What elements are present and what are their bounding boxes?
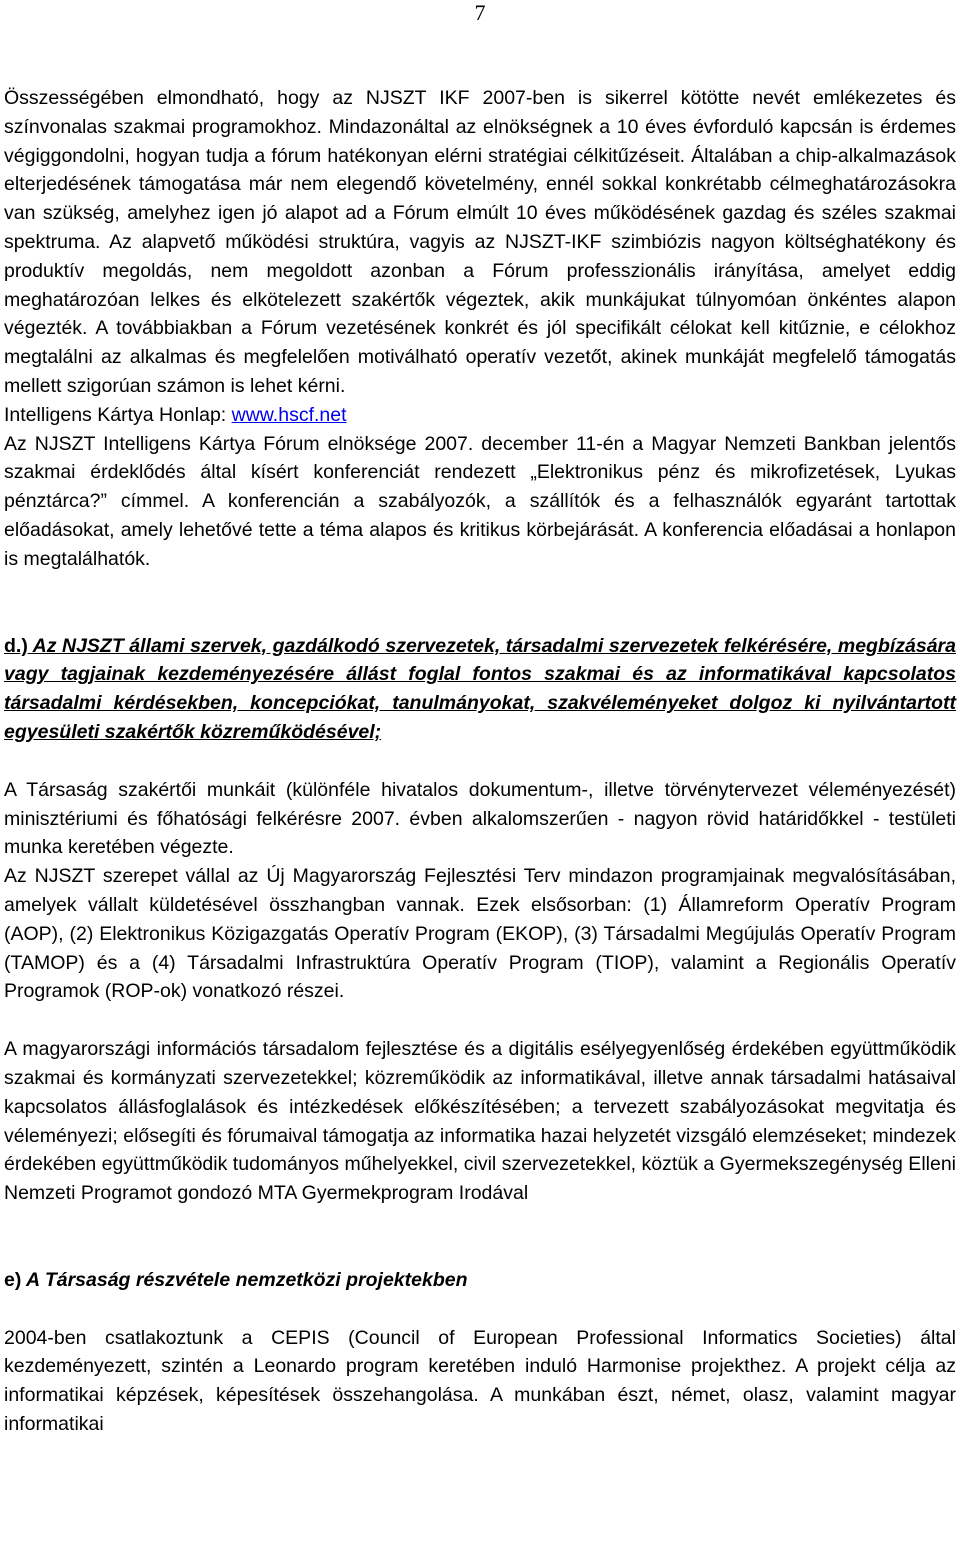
page-number: 7: [474, 0, 486, 25]
document-body: [4, 84, 956, 1439]
section-e-letter: e): [4, 1268, 22, 1291]
spacer: [4, 1208, 956, 1237]
spacer: [4, 1295, 956, 1324]
paragraph-development-plan: Az NJSZT szerepet vállal az Új Magyarország Fejlesztési Terv mindazon programjainak megvalósításában, amelyek vállalt küldetésével összhangban vannak. Ezek elsősorban: (1) Államreform Operatív Program (AOP), (2) Elektronikus Közigazgatás Operatív Program (EKOP), (3) Társadalmi Megújulás Operatív Program (TAMOP) és a (4) Társadalmi Infrastruktúra Operatív Program (TIOP), valamint a Regionális Operatív Programok (ROP-ok) vonatkozó részei.: [4, 865, 956, 1003]
paragraph-conference: Az NJSZT Intelligens Kártya Fórum elnöksége 2007. december 11-én a Magyar Nemzeti Bankban jelentős szakmai érdeklődés által kísért konferenciát rendezett „Elektronikus pénz és mikrofizetések, Lyukas pénztárca?” címmel. A konferencián a szabályozók, a szállítók és a felhasználók egyaránt tartottak előadásokat, amely lehetővé tette a téma alapos és kritikus körbejárását. A konferencia előadásai a honlapon is megtalálhatók.: [4, 432, 956, 570]
homepage-label: Intelligens Kártya Honlap:: [4, 403, 232, 426]
paragraph-expert-work: A Társaság szakértői munkáit (különféle hivatalos dokumentum-, illetve törvénytervezet véleményezését) minisztériumi és főhatósági felkérésre 2007. évben alkalomszerűen - nagyon rövid határidőkkel - testületi munka keretében végezte.: [4, 778, 956, 859]
section-d-letter: d.): [4, 634, 28, 657]
spacer: [4, 747, 956, 776]
paragraph-information-society: A magyarországi információs társadalom fejlesztése és a digitális esélyegyenlőség érdekében együttműködik szakmai és kormányzati szervezetekkel; közreműködik az informatikával, illetve annak társadalmi hatásaival kapcsolatos állásfoglalások és intézkedések előkészítésében; a tervezett szabályozásokat megvitatja és véleményezi; elősegíti és fórumaival támogatja az informatika hazai helyzetét vizsgáló elemzéseket; mindezek érdekében együttműködik tudományos műhelyekkel, civil szervezetekkel, köztük a Gyermekszegénység Elleni Nemzeti Programot gondozó MTA Gyermekprogram Irodával: [4, 1038, 956, 1205]
spacer: [4, 574, 956, 603]
spacer: [4, 1237, 956, 1266]
section-d-heading: [4, 632, 956, 747]
section-e-heading: [4, 1266, 956, 1295]
section-e-title: A Társaság részvétele nemzetközi projektekben: [21, 1268, 468, 1291]
spacer: [4, 603, 956, 632]
paragraph-cepis: 2004-ben csatlakoztunk a CEPIS (Council of European Professional Informatics Societies) által kezdeményezett, szintén a Leonardo program keretében induló Harmonise projekthez. A projekt célja az informatikai képzések, képesítések összehangolása. A munkában észt, német, olasz, valamint magyar informatikai: [4, 1326, 956, 1436]
spacer: [4, 1006, 956, 1035]
homepage-line: [4, 401, 956, 430]
paragraph-summary: Összességében elmondható, hogy az NJSZT IKF 2007-ben is sikerrel kötötte nevét emlékezetes és színvonalas szakmai programokhoz. Mindazonáltal az elnökségnek a 10 éves évforduló kapcsán is érdemes végiggondolni, hogyan tudja a fórum hatékonyan elérni stratégiai célkitűzéseit. Általában a chip-alkalmazások elterjedésének támogatása már nem elegendő követelmény, ennél sokkal konkrétabb célmeghatározásokra van szükség, amelyhez igen jó alapot ad a Fórum elmúlt 10 éves működésének gazdag és széles szakmai spektruma. Az alapvető működési struktúra, vagyis az NJSZT-IKF szimbiózis nagyon költséghatékony és produktív megoldás, nem megoldott azonban a Fórum professzionális irányítása, amelyet eddig meghatározóan lelkes és elkötelezett szakértők végeztek, akik munkájukat túlnyomóan önkéntes alapon végezték. A továbbiakban a Fórum vezetésének konkrét és jól specifikált célokat kell kitűznie, e célokhoz megtalálni az alkalmas és megfelelően motiválható operatív vezetőt, akinek munkáját megfelelő támogatás mellett szigorúan számon is lehet kérni.: [4, 87, 956, 397]
homepage-link[interactable]: www.hscf.net: [231, 403, 347, 426]
section-d-title: Az NJSZT állami szervek, gazdálkodó szervezetek, társadalmi szervezetek felkérésére, megbízására vagy tagjainak kezdeményezésére állást foglal fontos szakmai és az informatikával kapcsolatos társadalmi kérdésekben, koncepciókat, tanulmányokat, szakvéleményeket dolgoz ki nyilvántartott egyesületi szakértők közreműködésével;: [4, 634, 956, 743]
